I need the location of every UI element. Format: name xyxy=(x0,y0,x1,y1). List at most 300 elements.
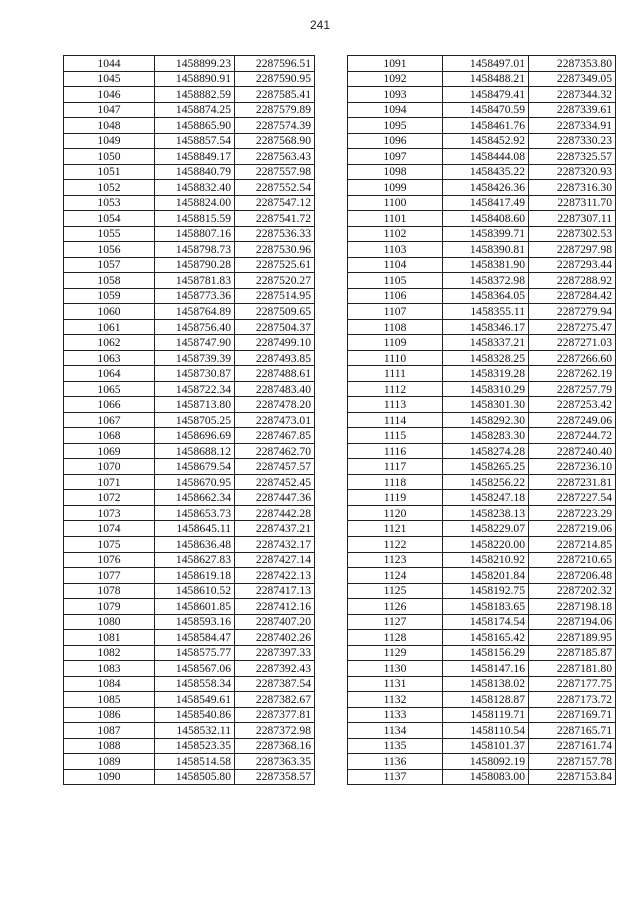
point-number-cell: 1091 xyxy=(348,56,443,72)
y-coordinate-cell: 2287284.42 xyxy=(529,288,616,304)
y-coordinate-cell: 2287330.23 xyxy=(529,133,616,149)
y-coordinate-cell: 2287307.11 xyxy=(529,211,616,227)
x-coordinate-cell: 1458890.91 xyxy=(155,71,235,87)
y-coordinate-cell: 2287358.57 xyxy=(235,769,315,785)
point-number-cell: 1136 xyxy=(348,754,443,770)
point-number-cell: 1116 xyxy=(348,443,443,459)
y-coordinate-cell: 2287488.61 xyxy=(235,366,315,382)
x-coordinate-cell: 1458882.59 xyxy=(155,87,235,103)
point-number-cell: 1099 xyxy=(348,180,443,196)
y-coordinate-cell: 2287302.53 xyxy=(529,226,616,242)
point-number-cell: 1079 xyxy=(64,599,155,615)
table-row xyxy=(64,412,315,428)
y-coordinate-cell: 2287353.80 xyxy=(529,56,616,72)
table-row xyxy=(64,71,315,87)
table-row xyxy=(348,288,616,304)
x-coordinate-cell: 1458220.00 xyxy=(443,536,529,552)
table-row xyxy=(348,630,616,646)
table-row xyxy=(64,381,315,397)
point-number-cell: 1115 xyxy=(348,428,443,444)
y-coordinate-cell: 2287279.94 xyxy=(529,304,616,320)
y-coordinate-cell: 2287181.80 xyxy=(529,661,616,677)
table-row xyxy=(64,599,315,615)
x-coordinate-cell: 1458488.21 xyxy=(443,71,529,87)
y-coordinate-cell: 2287206.48 xyxy=(529,568,616,584)
point-number-cell: 1066 xyxy=(64,397,155,413)
y-coordinate-cell: 2287452.45 xyxy=(235,474,315,490)
table-row xyxy=(348,412,616,428)
point-number-cell: 1076 xyxy=(64,552,155,568)
x-coordinate-cell: 1458815.59 xyxy=(155,211,235,227)
x-coordinate-cell: 1458874.25 xyxy=(155,102,235,118)
x-coordinate-cell: 1458210.92 xyxy=(443,552,529,568)
point-number-cell: 1135 xyxy=(348,738,443,754)
y-coordinate-cell: 2287249.06 xyxy=(529,412,616,428)
point-number-cell: 1085 xyxy=(64,692,155,708)
point-number-cell: 1071 xyxy=(64,474,155,490)
point-number-cell: 1052 xyxy=(64,180,155,196)
point-number-cell: 1127 xyxy=(348,614,443,630)
point-number-cell: 1086 xyxy=(64,707,155,723)
x-coordinate-cell: 1458540.86 xyxy=(155,707,235,723)
x-coordinate-cell: 1458192.75 xyxy=(443,583,529,599)
table-row xyxy=(348,381,616,397)
x-coordinate-cell: 1458390.81 xyxy=(443,242,529,258)
table-row xyxy=(64,630,315,646)
x-coordinate-cell: 1458283.30 xyxy=(443,428,529,444)
y-coordinate-cell: 2287427.14 xyxy=(235,552,315,568)
x-coordinate-cell: 1458381.90 xyxy=(443,257,529,273)
table-row xyxy=(348,459,616,475)
table-body xyxy=(64,56,315,785)
y-coordinate-cell: 2287392.43 xyxy=(235,661,315,677)
x-coordinate-cell: 1458265.25 xyxy=(443,459,529,475)
x-coordinate-cell: 1458670.95 xyxy=(155,474,235,490)
x-coordinate-cell: 1458470.59 xyxy=(443,102,529,118)
table-row xyxy=(348,102,616,118)
table-row xyxy=(348,645,616,661)
x-coordinate-cell: 1458722.34 xyxy=(155,381,235,397)
y-coordinate-cell: 2287236.10 xyxy=(529,459,616,475)
table-row xyxy=(64,149,315,165)
point-number-cell: 1137 xyxy=(348,769,443,785)
point-number-cell: 1109 xyxy=(348,335,443,351)
table-row xyxy=(64,536,315,552)
table-row xyxy=(348,195,616,211)
table-row xyxy=(348,56,616,72)
y-coordinate-cell: 2287157.78 xyxy=(529,754,616,770)
table-row xyxy=(348,676,616,692)
table-row xyxy=(348,397,616,413)
y-coordinate-cell: 2287552.54 xyxy=(235,180,315,196)
x-coordinate-cell: 1458165.42 xyxy=(443,630,529,646)
y-coordinate-cell: 2287165.71 xyxy=(529,723,616,739)
y-coordinate-cell: 2287349.05 xyxy=(529,71,616,87)
point-number-cell: 1087 xyxy=(64,723,155,739)
x-coordinate-cell: 1458832.40 xyxy=(155,180,235,196)
point-number-cell: 1072 xyxy=(64,490,155,506)
x-coordinate-cell: 1458452.92 xyxy=(443,133,529,149)
y-coordinate-cell: 2287412.16 xyxy=(235,599,315,615)
x-coordinate-cell: 1458444.08 xyxy=(443,149,529,165)
y-coordinate-cell: 2287161.74 xyxy=(529,738,616,754)
y-coordinate-cell: 2287173.72 xyxy=(529,692,616,708)
x-coordinate-cell: 1458083.00 xyxy=(443,769,529,785)
point-number-cell: 1133 xyxy=(348,707,443,723)
x-coordinate-cell: 1458417.49 xyxy=(443,195,529,211)
table-row xyxy=(348,335,616,351)
y-coordinate-cell: 2287202.32 xyxy=(529,583,616,599)
y-coordinate-cell: 2287514.95 xyxy=(235,288,315,304)
table-row xyxy=(348,366,616,382)
x-coordinate-cell: 1458119.71 xyxy=(443,707,529,723)
x-coordinate-cell: 1458636.48 xyxy=(155,536,235,552)
x-coordinate-cell: 1458824.00 xyxy=(155,195,235,211)
x-coordinate-cell: 1458355.11 xyxy=(443,304,529,320)
point-number-cell: 1110 xyxy=(348,350,443,366)
table-row xyxy=(64,102,315,118)
point-number-cell: 1092 xyxy=(348,71,443,87)
x-coordinate-cell: 1458337.21 xyxy=(443,335,529,351)
table-row xyxy=(348,536,616,552)
x-coordinate-cell: 1458899.23 xyxy=(155,56,235,72)
x-coordinate-cell: 1458781.83 xyxy=(155,273,235,289)
table-row xyxy=(348,769,616,785)
x-coordinate-cell: 1458532.11 xyxy=(155,723,235,739)
table-row xyxy=(64,195,315,211)
y-coordinate-cell: 2287210.65 xyxy=(529,552,616,568)
table-row xyxy=(348,738,616,754)
table-row xyxy=(348,490,616,506)
x-coordinate-cell: 1458201.84 xyxy=(443,568,529,584)
y-coordinate-cell: 2287334.91 xyxy=(529,118,616,134)
y-coordinate-cell: 2287563.43 xyxy=(235,149,315,165)
x-coordinate-cell: 1458627.83 xyxy=(155,552,235,568)
table-row xyxy=(348,521,616,537)
point-number-cell: 1122 xyxy=(348,536,443,552)
y-coordinate-cell: 2287219.06 xyxy=(529,521,616,537)
y-coordinate-cell: 2287568.90 xyxy=(235,133,315,149)
x-coordinate-cell: 1458274.28 xyxy=(443,443,529,459)
y-coordinate-cell: 2287509.65 xyxy=(235,304,315,320)
y-coordinate-cell: 2287382.67 xyxy=(235,692,315,708)
point-number-cell: 1113 xyxy=(348,397,443,413)
y-coordinate-cell: 2287467.85 xyxy=(235,428,315,444)
table-row xyxy=(64,692,315,708)
y-coordinate-cell: 2287169.71 xyxy=(529,707,616,723)
point-number-cell: 1074 xyxy=(64,521,155,537)
y-coordinate-cell: 2287177.75 xyxy=(529,676,616,692)
x-coordinate-cell: 1458619.18 xyxy=(155,568,235,584)
y-coordinate-cell: 2287397.33 xyxy=(235,645,315,661)
point-number-cell: 1111 xyxy=(348,366,443,382)
y-coordinate-cell: 2287402.26 xyxy=(235,630,315,646)
table-row xyxy=(348,304,616,320)
table-row xyxy=(348,723,616,739)
point-number-cell: 1065 xyxy=(64,381,155,397)
x-coordinate-cell: 1458739.39 xyxy=(155,350,235,366)
y-coordinate-cell: 2287525.61 xyxy=(235,257,315,273)
x-coordinate-cell: 1458399.71 xyxy=(443,226,529,242)
x-coordinate-cell: 1458865.90 xyxy=(155,118,235,134)
point-number-cell: 1062 xyxy=(64,335,155,351)
table-row xyxy=(348,707,616,723)
y-coordinate-cell: 2287198.18 xyxy=(529,599,616,615)
y-coordinate-cell: 2287214.85 xyxy=(529,536,616,552)
point-number-cell: 1112 xyxy=(348,381,443,397)
table-row xyxy=(64,242,315,258)
y-coordinate-cell: 2287462.70 xyxy=(235,443,315,459)
point-number-cell: 1057 xyxy=(64,257,155,273)
point-number-cell: 1047 xyxy=(64,102,155,118)
x-coordinate-cell: 1458773.36 xyxy=(155,288,235,304)
y-coordinate-cell: 2287473.01 xyxy=(235,412,315,428)
point-number-cell: 1056 xyxy=(64,242,155,258)
point-number-cell: 1068 xyxy=(64,428,155,444)
table-row xyxy=(64,505,315,521)
x-coordinate-cell: 1458713.80 xyxy=(155,397,235,413)
table-row xyxy=(348,599,616,615)
y-coordinate-cell: 2287297.98 xyxy=(529,242,616,258)
x-coordinate-cell: 1458364.05 xyxy=(443,288,529,304)
x-coordinate-cell: 1458174.54 xyxy=(443,614,529,630)
table-row xyxy=(64,304,315,320)
x-coordinate-cell: 1458110.54 xyxy=(443,723,529,739)
point-number-cell: 1093 xyxy=(348,87,443,103)
x-coordinate-cell: 1458247.18 xyxy=(443,490,529,506)
table-row xyxy=(348,257,616,273)
table-row xyxy=(348,614,616,630)
y-coordinate-cell: 2287223.29 xyxy=(529,505,616,521)
y-coordinate-cell: 2287231.81 xyxy=(529,474,616,490)
table-row xyxy=(64,288,315,304)
table-row xyxy=(64,366,315,382)
y-coordinate-cell: 2287363.35 xyxy=(235,754,315,770)
table-row xyxy=(64,568,315,584)
coordinates-table-left xyxy=(63,55,315,785)
table-row xyxy=(64,397,315,413)
x-coordinate-cell: 1458147.16 xyxy=(443,661,529,677)
table-row xyxy=(64,707,315,723)
x-coordinate-cell: 1458849.17 xyxy=(155,149,235,165)
point-number-cell: 1063 xyxy=(64,350,155,366)
table-row xyxy=(348,133,616,149)
point-number-cell: 1089 xyxy=(64,754,155,770)
point-number-cell: 1075 xyxy=(64,536,155,552)
x-coordinate-cell: 1458256.22 xyxy=(443,474,529,490)
point-number-cell: 1053 xyxy=(64,195,155,211)
x-coordinate-cell: 1458840.79 xyxy=(155,164,235,180)
point-number-cell: 1045 xyxy=(64,71,155,87)
point-number-cell: 1134 xyxy=(348,723,443,739)
x-coordinate-cell: 1458292.30 xyxy=(443,412,529,428)
point-number-cell: 1067 xyxy=(64,412,155,428)
page-number: 241 xyxy=(309,18,331,32)
y-coordinate-cell: 2287579.89 xyxy=(235,102,315,118)
y-coordinate-cell: 2287483.40 xyxy=(235,381,315,397)
x-coordinate-cell: 1458857.54 xyxy=(155,133,235,149)
x-coordinate-cell: 1458730.87 xyxy=(155,366,235,382)
y-coordinate-cell: 2287520.27 xyxy=(235,273,315,289)
table-row xyxy=(64,211,315,227)
table-row xyxy=(348,552,616,568)
table-row xyxy=(64,428,315,444)
table-body xyxy=(348,56,616,785)
point-number-cell: 1103 xyxy=(348,242,443,258)
y-coordinate-cell: 2287253.42 xyxy=(529,397,616,413)
table-row xyxy=(64,769,315,785)
x-coordinate-cell: 1458575.77 xyxy=(155,645,235,661)
table-row xyxy=(348,180,616,196)
table-row xyxy=(348,242,616,258)
y-coordinate-cell: 2287437.21 xyxy=(235,521,315,537)
point-number-cell: 1046 xyxy=(64,87,155,103)
point-number-cell: 1096 xyxy=(348,133,443,149)
point-number-cell: 1097 xyxy=(348,149,443,165)
table-row xyxy=(64,335,315,351)
point-number-cell: 1129 xyxy=(348,645,443,661)
table-row xyxy=(64,676,315,692)
x-coordinate-cell: 1458128.87 xyxy=(443,692,529,708)
point-number-cell: 1128 xyxy=(348,630,443,646)
x-coordinate-cell: 1458183.65 xyxy=(443,599,529,615)
x-coordinate-cell: 1458645.11 xyxy=(155,521,235,537)
table-row xyxy=(64,583,315,599)
point-number-cell: 1104 xyxy=(348,257,443,273)
x-coordinate-cell: 1458505.80 xyxy=(155,769,235,785)
table-row xyxy=(64,273,315,289)
point-number-cell: 1125 xyxy=(348,583,443,599)
y-coordinate-cell: 2287368.16 xyxy=(235,738,315,754)
point-number-cell: 1114 xyxy=(348,412,443,428)
table-row xyxy=(64,645,315,661)
x-coordinate-cell: 1458696.69 xyxy=(155,428,235,444)
point-number-cell: 1106 xyxy=(348,288,443,304)
x-coordinate-cell: 1458610.52 xyxy=(155,583,235,599)
point-number-cell: 1055 xyxy=(64,226,155,242)
point-number-cell: 1120 xyxy=(348,505,443,521)
x-coordinate-cell: 1458346.17 xyxy=(443,319,529,335)
table-row xyxy=(64,754,315,770)
table-row xyxy=(64,350,315,366)
x-coordinate-cell: 1458798.73 xyxy=(155,242,235,258)
point-number-cell: 1090 xyxy=(64,769,155,785)
x-coordinate-cell: 1458372.98 xyxy=(443,273,529,289)
y-coordinate-cell: 2287530.96 xyxy=(235,242,315,258)
x-coordinate-cell: 1458514.58 xyxy=(155,754,235,770)
x-coordinate-cell: 1458319.28 xyxy=(443,366,529,382)
table-row xyxy=(64,164,315,180)
y-coordinate-cell: 2287288.92 xyxy=(529,273,616,289)
point-number-cell: 1123 xyxy=(348,552,443,568)
y-coordinate-cell: 2287442.28 xyxy=(235,505,315,521)
y-coordinate-cell: 2287257.79 xyxy=(529,381,616,397)
point-number-cell: 1082 xyxy=(64,645,155,661)
x-coordinate-cell: 1458101.37 xyxy=(443,738,529,754)
table-row xyxy=(348,583,616,599)
y-coordinate-cell: 2287275.47 xyxy=(529,319,616,335)
point-number-cell: 1105 xyxy=(348,273,443,289)
table-row xyxy=(348,505,616,521)
y-coordinate-cell: 2287311.70 xyxy=(529,195,616,211)
y-coordinate-cell: 2287194.06 xyxy=(529,614,616,630)
table-row xyxy=(64,474,315,490)
point-number-cell: 1083 xyxy=(64,661,155,677)
table-row xyxy=(64,257,315,273)
table-row xyxy=(348,164,616,180)
point-number-cell: 1117 xyxy=(348,459,443,475)
point-number-cell: 1118 xyxy=(348,474,443,490)
point-number-cell: 1061 xyxy=(64,319,155,335)
point-number-cell: 1059 xyxy=(64,288,155,304)
point-number-cell: 1064 xyxy=(64,366,155,382)
table-row xyxy=(348,118,616,134)
x-coordinate-cell: 1458705.25 xyxy=(155,412,235,428)
table-row xyxy=(64,552,315,568)
table-row xyxy=(348,692,616,708)
point-number-cell: 1108 xyxy=(348,319,443,335)
table-row xyxy=(64,180,315,196)
table-row xyxy=(64,443,315,459)
x-coordinate-cell: 1458688.12 xyxy=(155,443,235,459)
table-row xyxy=(348,568,616,584)
coordinates-table-right xyxy=(347,55,616,785)
y-coordinate-cell: 2287407.20 xyxy=(235,614,315,630)
x-coordinate-cell: 1458156.29 xyxy=(443,645,529,661)
y-coordinate-cell: 2287240.40 xyxy=(529,443,616,459)
y-coordinate-cell: 2287447.36 xyxy=(235,490,315,506)
y-coordinate-cell: 2287432.17 xyxy=(235,536,315,552)
point-number-cell: 1058 xyxy=(64,273,155,289)
x-coordinate-cell: 1458310.29 xyxy=(443,381,529,397)
table-row xyxy=(64,661,315,677)
table-row xyxy=(64,319,315,335)
y-coordinate-cell: 2287377.81 xyxy=(235,707,315,723)
table-row xyxy=(64,133,315,149)
table-row xyxy=(64,118,315,134)
y-coordinate-cell: 2287293.44 xyxy=(529,257,616,273)
y-coordinate-cell: 2287387.54 xyxy=(235,676,315,692)
x-coordinate-cell: 1458549.61 xyxy=(155,692,235,708)
y-coordinate-cell: 2287478.20 xyxy=(235,397,315,413)
x-coordinate-cell: 1458764.89 xyxy=(155,304,235,320)
y-coordinate-cell: 2287493.85 xyxy=(235,350,315,366)
y-coordinate-cell: 2287320.93 xyxy=(529,164,616,180)
y-coordinate-cell: 2287227.54 xyxy=(529,490,616,506)
x-coordinate-cell: 1458747.90 xyxy=(155,335,235,351)
y-coordinate-cell: 2287422.13 xyxy=(235,568,315,584)
y-coordinate-cell: 2287590.95 xyxy=(235,71,315,87)
x-coordinate-cell: 1458229.07 xyxy=(443,521,529,537)
point-number-cell: 1100 xyxy=(348,195,443,211)
point-number-cell: 1119 xyxy=(348,490,443,506)
table-row xyxy=(64,723,315,739)
table-row xyxy=(348,661,616,677)
point-number-cell: 1124 xyxy=(348,568,443,584)
point-number-cell: 1060 xyxy=(64,304,155,320)
x-coordinate-cell: 1458479.41 xyxy=(443,87,529,103)
point-number-cell: 1080 xyxy=(64,614,155,630)
x-coordinate-cell: 1458807.16 xyxy=(155,226,235,242)
table-row xyxy=(348,87,616,103)
point-number-cell: 1095 xyxy=(348,118,443,134)
point-number-cell: 1121 xyxy=(348,521,443,537)
y-coordinate-cell: 2287244.72 xyxy=(529,428,616,444)
point-number-cell: 1078 xyxy=(64,583,155,599)
y-coordinate-cell: 2287541.72 xyxy=(235,211,315,227)
point-number-cell: 1044 xyxy=(64,56,155,72)
x-coordinate-cell: 1458593.16 xyxy=(155,614,235,630)
